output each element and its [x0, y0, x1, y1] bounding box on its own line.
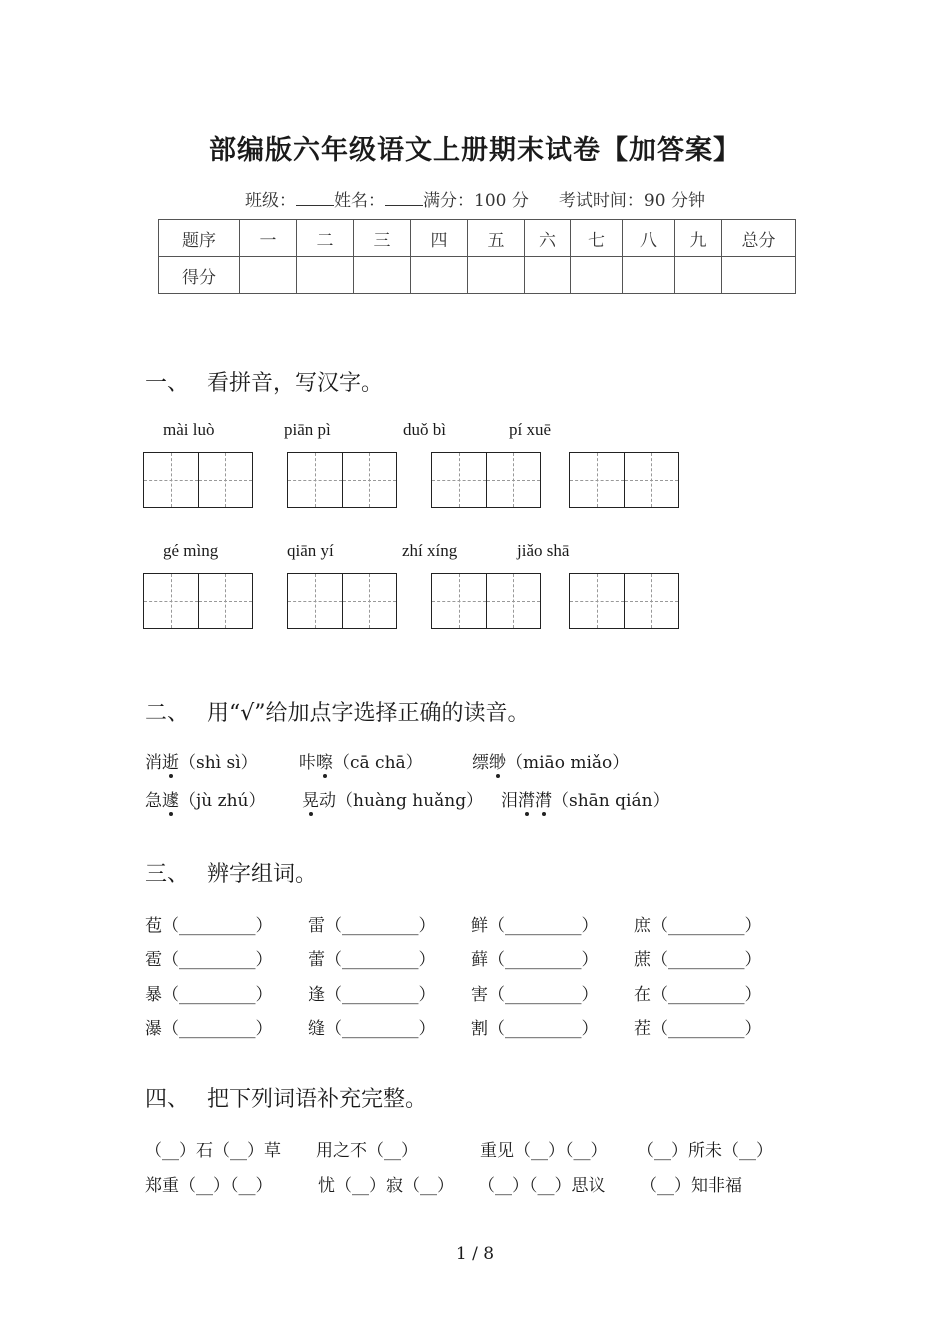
word-blank[interactable]: （_________）: [651, 916, 762, 936]
word-char: 藓: [471, 950, 488, 970]
reading-options[interactable]: （shān qián）: [552, 791, 670, 811]
dotted-char: 潸: [518, 791, 535, 811]
word-char: 割: [471, 1019, 488, 1039]
dotted-char: 遽: [162, 791, 179, 811]
word-char: 逢: [308, 985, 325, 1005]
idiom-item[interactable]: 重见（__）（__）: [480, 1141, 608, 1161]
score-header-cell: 五: [468, 220, 525, 257]
word-char: 害: [471, 985, 488, 1005]
word-item[interactable]: [145, 1014, 273, 1039]
word-char: 暴: [145, 985, 162, 1005]
writing-grid[interactable]: [287, 452, 397, 508]
page-title: 部编版六年级语文上册期末试卷【加答案】: [209, 135, 741, 166]
word-item[interactable]: [471, 980, 599, 1005]
section-4-heading: [145, 1082, 427, 1113]
word-blank[interactable]: （_________）: [651, 950, 762, 970]
word-item[interactable]: [308, 1014, 436, 1039]
name-blank[interactable]: [385, 191, 423, 206]
word-item[interactable]: [145, 911, 273, 936]
dotted-char: 逝: [162, 753, 179, 773]
word-char: 雹: [145, 950, 162, 970]
pinyin-label: pí xuē: [509, 420, 552, 439]
exam-info: [0, 186, 950, 211]
dotted-char: 嚓: [316, 753, 333, 773]
section-number: 二、: [145, 701, 190, 726]
score-cell[interactable]: [722, 257, 796, 294]
writing-grid[interactable]: [431, 573, 541, 629]
word-item[interactable]: [471, 911, 599, 936]
reading-options[interactable]: （cā chā）: [333, 753, 423, 773]
score-header-cell: 二: [297, 220, 354, 257]
section-3-heading: [145, 857, 317, 888]
word-blank[interactable]: （_________）: [162, 916, 273, 936]
section-title: 辨字组词。: [207, 862, 318, 887]
word-blank[interactable]: （_________）: [162, 1019, 273, 1039]
pinyin-label: zhí xíng: [402, 541, 458, 560]
score-cell[interactable]: [623, 257, 675, 294]
idiom-item[interactable]: 忧（__）寂（__）: [318, 1176, 454, 1196]
word-item[interactable]: [145, 980, 273, 1005]
score-header-cell: 三: [354, 220, 411, 257]
score-header-row: [159, 220, 796, 257]
pinyin-label: jiǎo shā: [517, 541, 570, 560]
idiom-item[interactable]: （__）所未（__）: [637, 1141, 773, 1161]
pinyin-label: mài luò: [163, 420, 215, 439]
full-score: 满分：100 分: [423, 191, 529, 211]
section-number: 三、: [145, 862, 190, 887]
reading-item: [501, 786, 670, 811]
class-label: 班级：: [245, 191, 297, 211]
score-row: [159, 257, 796, 294]
score-cell[interactable]: [354, 257, 411, 294]
word-blank[interactable]: （_________）: [488, 950, 599, 970]
char: 急: [145, 791, 162, 811]
reading-item: [472, 748, 629, 773]
dotted-char: 潸: [535, 791, 552, 811]
score-header-cell: 题序: [159, 220, 240, 257]
dotted-char: 晃: [302, 791, 319, 811]
word-blank[interactable]: （_________）: [651, 985, 762, 1005]
reading-item: [145, 748, 258, 773]
pinyin-label: piān pì: [284, 420, 331, 439]
idiom-item[interactable]: （__）（__）思议: [478, 1176, 606, 1196]
word-item[interactable]: [308, 945, 436, 970]
word-blank[interactable]: （_________）: [162, 985, 273, 1005]
section-title: 用“√”给加点字选择正确的读音。: [207, 701, 530, 726]
word-char: 雷: [308, 916, 325, 936]
word-item[interactable]: [471, 945, 599, 970]
word-blank[interactable]: （_________）: [325, 916, 436, 936]
word-item[interactable]: [308, 980, 436, 1005]
section-1-heading: [145, 366, 383, 397]
section-number: 四、: [145, 1087, 190, 1112]
reading-options[interactable]: （miāo miǎo）: [506, 753, 630, 773]
word-item[interactable]: [634, 911, 762, 936]
score-cell[interactable]: [297, 257, 354, 294]
pinyin-label: gé mìng: [163, 541, 219, 560]
reading-options[interactable]: （shì sì）: [179, 753, 258, 773]
score-header-cell: 六: [525, 220, 571, 257]
reading-item: [299, 748, 423, 773]
reading-item: [302, 786, 483, 811]
word-item[interactable]: [634, 945, 762, 970]
section-title: 看拼音，写汉字。: [207, 371, 384, 396]
word-blank[interactable]: （_________）: [325, 950, 436, 970]
writing-grid[interactable]: [431, 452, 541, 508]
word-char: 在: [634, 985, 651, 1005]
word-item[interactable]: [308, 911, 436, 936]
idiom-item[interactable]: （__）石（__）草: [145, 1141, 281, 1161]
score-header-cell: 九: [675, 220, 722, 257]
class-blank[interactable]: [296, 191, 334, 206]
score-header-cell: 七: [571, 220, 623, 257]
word-char: 蕾: [308, 950, 325, 970]
writing-grid[interactable]: [287, 573, 397, 629]
name-label: 姓名：: [334, 191, 386, 211]
word-blank[interactable]: （_________）: [651, 1019, 762, 1039]
word-blank[interactable]: （_________）: [488, 916, 599, 936]
page-number: 1 / 8: [455, 1244, 495, 1264]
word-char: 庶: [634, 916, 651, 936]
writing-grid[interactable]: [143, 573, 253, 629]
idiom-item[interactable]: 郑重（__）（__）: [145, 1176, 273, 1196]
score-header-cell: 一: [240, 220, 297, 257]
writing-grid[interactable]: [569, 573, 679, 629]
reading-options[interactable]: （huàng huǎng）: [336, 791, 484, 811]
writing-grid[interactable]: [143, 452, 253, 508]
score-cell[interactable]: [468, 257, 525, 294]
word-char: 苞: [145, 916, 162, 936]
word-blank[interactable]: （_________）: [162, 950, 273, 970]
word-blank[interactable]: （_________）: [325, 1019, 436, 1039]
dotted-char: 缈: [489, 753, 506, 773]
word-blank[interactable]: （_________）: [488, 985, 599, 1005]
word-item[interactable]: [634, 1014, 762, 1039]
score-header-cell: 四: [411, 220, 468, 257]
word-blank[interactable]: （_________）: [325, 985, 436, 1005]
exam-time: 考试时间：90 分钟: [558, 191, 705, 211]
score-cell[interactable]: [240, 257, 297, 294]
section-number: 一、: [145, 371, 190, 396]
reading-options[interactable]: （jù zhú）: [179, 791, 266, 811]
score-cell[interactable]: [675, 257, 722, 294]
word-item[interactable]: [634, 980, 762, 1005]
section-title: 把下列词语补充完整。: [207, 1087, 428, 1112]
word-item[interactable]: [471, 1014, 599, 1039]
score-header-cell: 总分: [722, 220, 796, 257]
char: 咔: [299, 753, 316, 773]
pinyin-label: qiān yí: [287, 541, 334, 560]
writing-grid[interactable]: [569, 452, 679, 508]
word-blank[interactable]: （_________）: [488, 1019, 599, 1039]
score-cell[interactable]: [525, 257, 571, 294]
reading-item: [145, 786, 265, 811]
char: 泪: [501, 791, 518, 811]
score-header-cell: 八: [623, 220, 675, 257]
word-char: 缝: [308, 1019, 325, 1039]
word-char: 茬: [634, 1019, 651, 1039]
pinyin-label: duǒ bì: [403, 420, 446, 439]
char: 消: [145, 753, 162, 773]
score-row-label: 得分: [159, 257, 240, 294]
idiom-item[interactable]: （__）知非福: [640, 1176, 742, 1196]
word-item[interactable]: [145, 945, 273, 970]
score-cell[interactable]: [571, 257, 623, 294]
section-2-heading: [145, 696, 530, 727]
score-table: [158, 219, 796, 294]
idiom-item[interactable]: 用之不（__）: [316, 1141, 418, 1161]
word-char: 鲜: [471, 916, 488, 936]
char: 动: [319, 791, 336, 811]
word-char: 蔗: [634, 950, 651, 970]
word-char: 瀑: [145, 1019, 162, 1039]
score-cell[interactable]: [411, 257, 468, 294]
char: 缥: [472, 753, 489, 773]
